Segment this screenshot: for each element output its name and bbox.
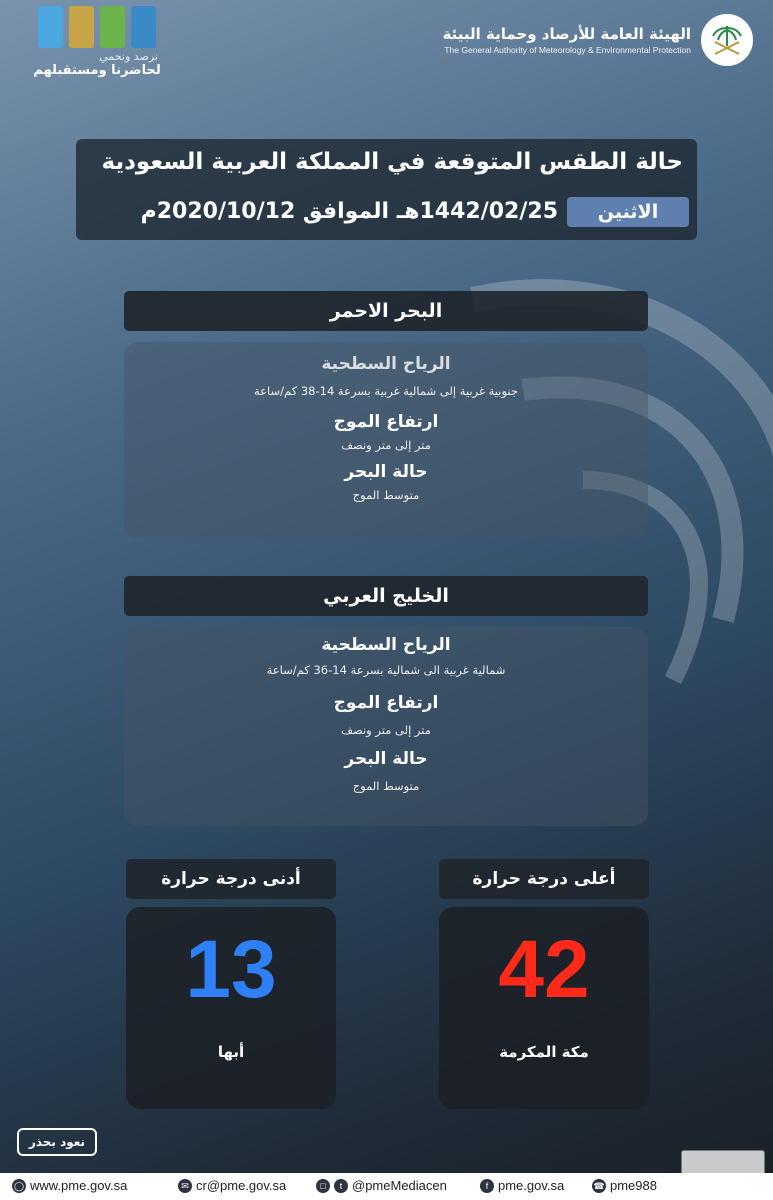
- org-name-ar: الهيئة العامة للأرصاد وحماية البيئة: [442, 25, 691, 43]
- section-body-red-sea: [124, 342, 648, 538]
- winds-value: شمالية غربية الى شمالية بسرعة 14-36 كم/ساعة: [266, 663, 506, 677]
- max-temp-value: 42: [498, 924, 590, 1015]
- footer-phone[interactable]: [592, 1178, 657, 1193]
- forecast-title-box: [76, 139, 697, 240]
- footer-bar: [0, 1173, 773, 1200]
- facebook-text: pme.gov.sa: [498, 1178, 565, 1193]
- website-text: www.pme.gov.sa: [30, 1178, 128, 1193]
- campaign-logo: [28, 6, 166, 78]
- org-name-en: The General Authority of Meteorology & Environmental Protection: [444, 45, 691, 55]
- sea-state-label: حالة البحر: [344, 749, 428, 769]
- tile-sand-icon: [69, 6, 94, 48]
- campaign-line1: نرصد ونحمي: [99, 50, 158, 63]
- footer-email[interactable]: [178, 1178, 286, 1193]
- org-header: [443, 14, 753, 66]
- phone-icon: ☎: [593, 1180, 605, 1191]
- footer-website[interactable]: [12, 1178, 127, 1193]
- sea-state-value: متوسط الموج: [352, 779, 420, 793]
- day-badge: الاثنين: [567, 197, 689, 227]
- tile-wave-icon: [131, 6, 156, 48]
- date-line: 1442/02/25هـ الموافق 2020/10/12م: [140, 199, 558, 224]
- org-logo: [701, 14, 753, 66]
- min-temp-value: 13: [185, 924, 277, 1015]
- tile-plant-icon: [100, 6, 125, 48]
- sea-state-label: حالة البحر: [344, 462, 428, 482]
- palm-swords-icon: [707, 20, 747, 60]
- email-text: cr@pme.gov.sa: [196, 1178, 287, 1193]
- social-text: @pmeMediacen: [352, 1178, 447, 1193]
- max-temp-city: مكة المكرمة: [499, 1043, 589, 1061]
- sea-state-value: متوسط الموج: [352, 488, 420, 502]
- winds-label: الرياح السطحية: [321, 354, 451, 374]
- min-temp-card: [126, 907, 336, 1109]
- waves-value: متر إلى متر ونصف: [341, 723, 431, 737]
- waves-value: متر إلى متر ونصف: [341, 438, 431, 452]
- tile-water-icon: [38, 6, 63, 48]
- instagram-icon: □: [316, 1179, 330, 1193]
- twitter-icon: t: [334, 1179, 348, 1193]
- facebook-icon: f: [480, 1179, 494, 1193]
- waves-label: ارتفاع الموج: [333, 412, 439, 432]
- section-header-red-sea: البحر الاحمر: [124, 291, 648, 331]
- min-temp-city: أبها: [217, 1043, 245, 1061]
- max-temp-card: [439, 907, 649, 1109]
- footer-social[interactable]: [316, 1178, 447, 1193]
- forecast-title: حالة الطقس المتوقعة في المملكة العربية السعودية: [101, 149, 683, 175]
- waves-label: ارتفاع الموج: [333, 693, 439, 713]
- slogan-badge: نعود بحذر: [17, 1128, 97, 1156]
- campaign-line2: لحاضرنا ومستقبلهم: [33, 63, 161, 78]
- globe-icon: ◯: [13, 1180, 25, 1191]
- phone-text: pme988: [610, 1178, 657, 1193]
- section-header-arabian-gulf: الخليج العربي: [124, 576, 648, 616]
- winds-label: الرياح السطحية: [321, 635, 451, 655]
- max-temp-header: أعلى درجة حرارة: [439, 859, 649, 899]
- email-icon: ✉: [178, 1179, 192, 1193]
- footer-facebook[interactable]: [480, 1178, 564, 1193]
- section-body-arabian-gulf: [124, 627, 648, 826]
- min-temp-header: أدنى درجة حرارة: [126, 859, 336, 899]
- winds-value: جنوبية غربية إلى شمالية غربية بسرعة 14-38 كم/ساعة: [254, 384, 518, 398]
